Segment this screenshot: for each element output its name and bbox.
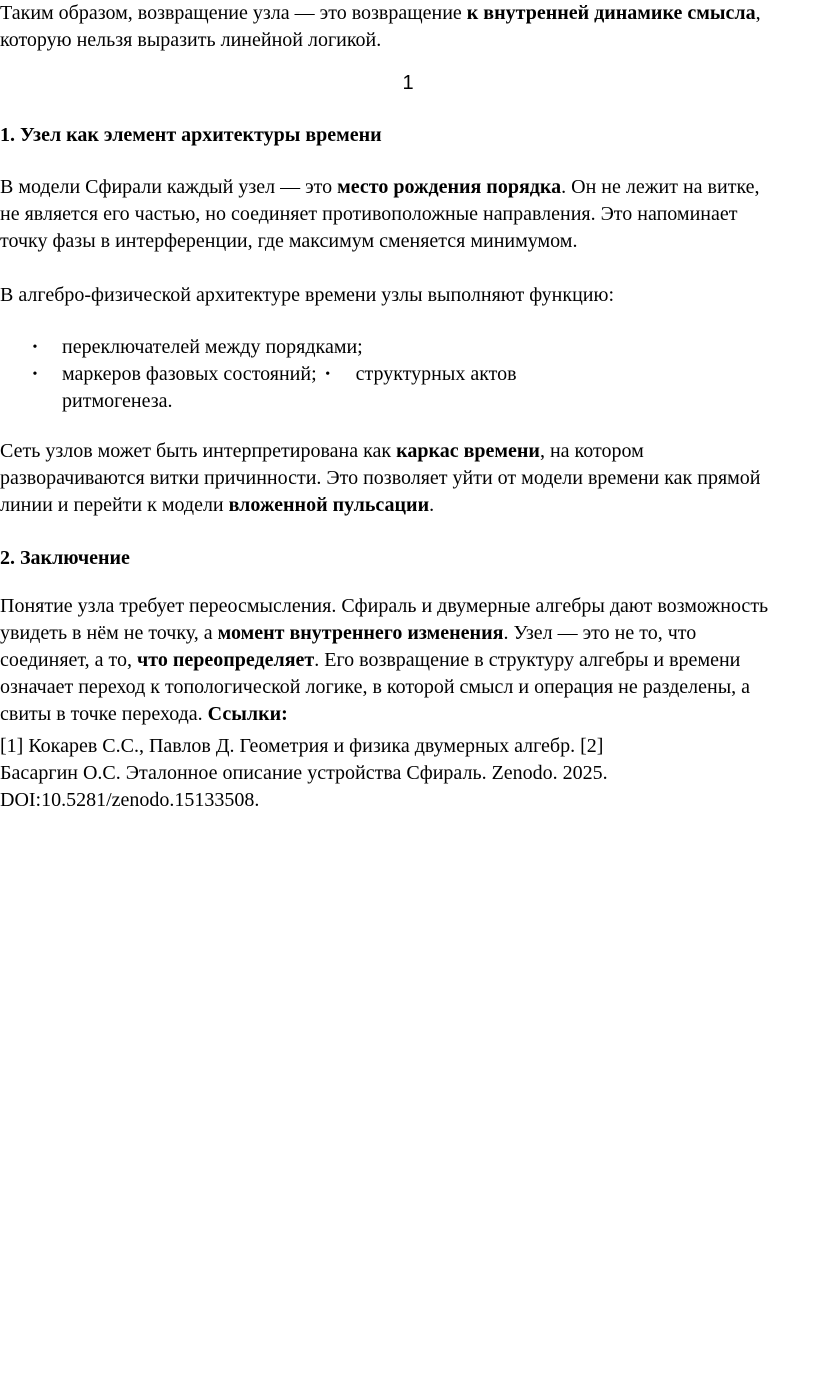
list-item-text: ритмогенеза. — [62, 390, 173, 412]
section-2-paragraph — [0, 593, 812, 728]
paragraph-emphasis: место рождения порядка — [337, 176, 562, 198]
paragraph-emphasis: каркас времени — [396, 440, 540, 462]
paragraph-text: означает переход к топологической логике, в которой смысл и операция не разделены, а — [0, 676, 751, 698]
section-1-paragraph-3 — [0, 438, 812, 519]
references-list — [0, 733, 812, 814]
intro-text: , — [755, 2, 761, 24]
list-item-text: маркеров фазовых состояний; — [62, 363, 317, 385]
list-item — [0, 388, 812, 415]
paragraph-emphasis: вложенной пульсации — [228, 494, 430, 516]
paragraph-emphasis: момент внутреннего изменения — [217, 622, 504, 644]
intro-text: которую нельзя выразить линейной логикой. — [0, 29, 382, 51]
intro-emphasis: к внутренней динамике смысла — [466, 2, 756, 24]
paragraph-text: увидеть в нём не точку, а — [0, 622, 218, 644]
bullet-marker: • — [32, 340, 38, 355]
reference-item: DOI:10.5281/zenodo.15133508. — [0, 789, 260, 811]
paragraph-text: . — [429, 494, 435, 516]
list-item-text: структурных актов — [355, 363, 517, 385]
section-1-paragraph-2: В алгебро-физической архитектуре времени узлы выполняют функцию: — [0, 284, 614, 306]
paragraph-text: , на котором — [539, 440, 644, 462]
reference-item: [1] Кокарев С.С., Павлов Д. Геометрия и физика двумерных алгебр. [2] — [0, 735, 604, 757]
paragraph-text: не является его частью, но соединяет противоположные направления. Это напоминает — [0, 203, 738, 225]
paragraph-text: соединяет, а то, — [0, 649, 137, 671]
section-1-heading: 1. Узел как элемент архитектуры времени — [0, 124, 382, 146]
bullet-list — [0, 334, 812, 415]
paragraph-text: Сеть узлов может быть интерпретирована как — [0, 440, 397, 462]
paragraph-text: свиты в точке перехода. — [0, 703, 208, 725]
reference-item: Басаргин О.С. Эталонное описание устройства Сфираль. Zenodo. 2025. — [0, 762, 608, 784]
bullet-marker: • — [32, 367, 38, 382]
paragraph-text: . Он не лежит на витке, — [561, 176, 760, 198]
paragraph-text: В модели Сфирали каждый узел — это — [0, 176, 338, 198]
paragraph-text: точку фазы в интерференции, где максимум сменяется минимумом. — [0, 230, 578, 252]
intro-paragraph — [0, 0, 812, 54]
paragraph-text: Понятие узла требует переосмысления. Сфираль и двумерные алгебры дают возможность — [0, 595, 769, 617]
references-heading: Ссылки: — [207, 703, 288, 725]
paragraph-text: разворачиваются витки причинности. Это позволяет уйти от модели времени как прямой — [0, 467, 761, 489]
list-item — [0, 334, 812, 361]
intro-text: Таким образом, возвращение узла — это возвращение — [0, 2, 467, 24]
list-item — [0, 361, 812, 388]
paragraph-text: . Его возвращение в структуру алгебры и времени — [314, 649, 741, 671]
page-number: 1 — [402, 72, 414, 94]
list-item-text: переключателей между порядками; — [62, 336, 363, 358]
section-1-paragraph-1 — [0, 174, 812, 255]
paragraph-text: . Узел — это не то, что — [503, 622, 697, 644]
section-2-heading: 2. Заключение — [0, 547, 130, 569]
paragraph-text: линии и перейти к модели — [0, 494, 229, 516]
paragraph-emphasis: что переопределяет — [136, 649, 315, 671]
bullet-marker: • — [325, 367, 331, 382]
